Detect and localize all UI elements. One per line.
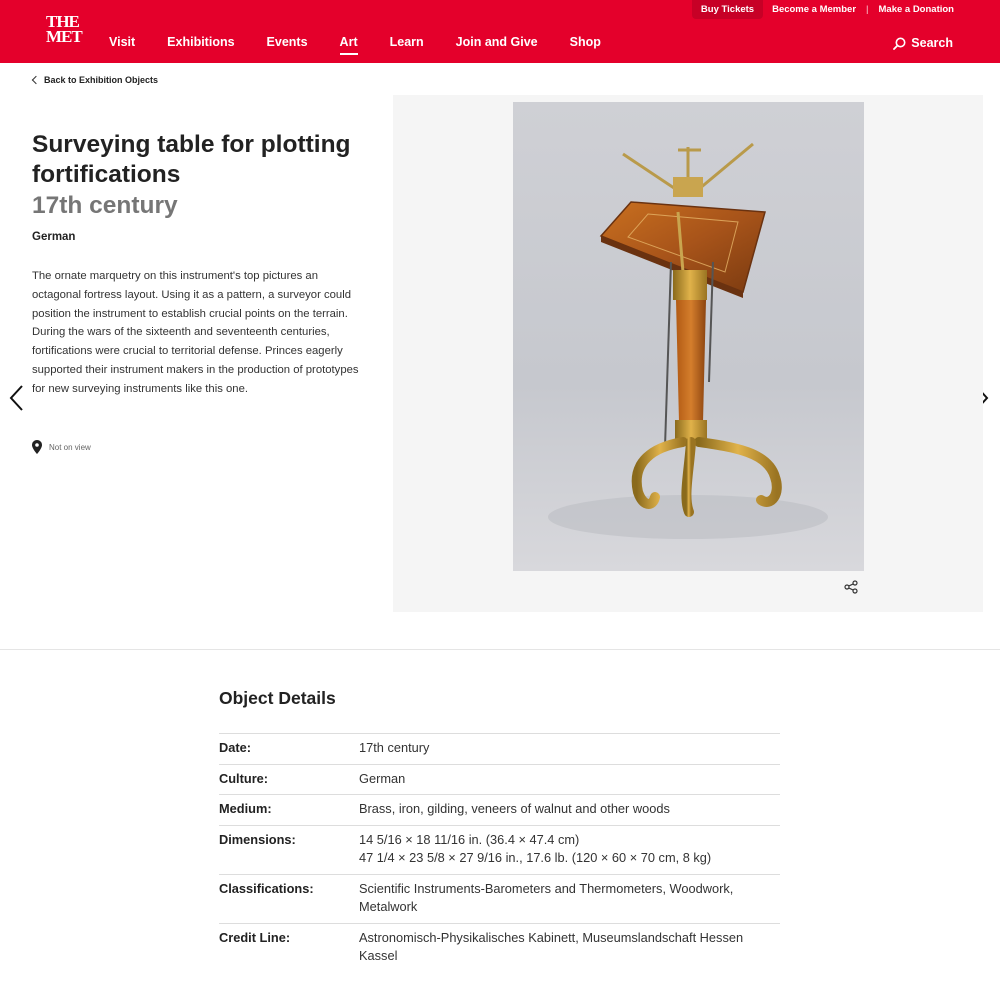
- detail-row-dimensions: [219, 825, 780, 874]
- object-image[interactable]: [513, 102, 864, 571]
- detail-value-line: Astronomisch-Physikalisches Kabinett, Museumslandschaft Hessen Kassel: [359, 929, 744, 963]
- section-divider: [0, 649, 1000, 650]
- map-pin-icon: [32, 440, 42, 454]
- detail-value-line: Brass, iron, gilding, veneers of walnut and other woods: [359, 801, 670, 816]
- detail-label: Credit Line:: [219, 929, 291, 945]
- nav-item-join-and-give[interactable]: Join and Give: [455, 35, 538, 49]
- on-view-status: [32, 440, 91, 454]
- detail-value: [359, 739, 780, 758]
- nav-item-learn[interactable]: Learn: [389, 35, 424, 49]
- detail-row-medium: [219, 794, 780, 825]
- detail-value: [359, 831, 780, 868]
- detail-row-date: [219, 733, 780, 764]
- detail-value-line: 17th century: [359, 740, 430, 755]
- detail-value: [359, 880, 780, 917]
- nav-item-events[interactable]: Events: [266, 35, 308, 49]
- back-to-exhibition-link[interactable]: [33, 75, 158, 85]
- object-culture: German: [32, 231, 76, 243]
- share-icon[interactable]: [844, 580, 858, 594]
- detail-row-culture: [219, 764, 780, 795]
- surveying-table-illustration: [513, 102, 864, 571]
- chevron-left-icon: [32, 76, 40, 84]
- detail-value-line: Scientific Instruments-Barometers and Thermometers, Woodwork, Metalwork: [359, 880, 734, 914]
- utility-nav: [692, 0, 954, 19]
- buy-tickets-link[interactable]: Buy Tickets: [692, 0, 763, 19]
- logo-line-1: THE: [46, 12, 79, 31]
- image-panel: [393, 95, 983, 612]
- detail-row-classifications: [219, 874, 780, 923]
- nav-item-art[interactable]: Art: [324, 35, 374, 55]
- main-nav: [93, 35, 617, 55]
- site-header: [0, 0, 1000, 63]
- search-label: Search: [911, 36, 953, 50]
- logo-line-2: MET: [46, 27, 82, 46]
- become-member-link[interactable]: Become a Member: [772, 4, 857, 15]
- detail-value-line: German: [359, 770, 406, 786]
- detail-value-line: 14 5/16 × 18 11/16 in. (36.4 × 47.4 cm): [359, 831, 580, 847]
- detail-label: Dimensions:: [219, 831, 296, 847]
- search-icon: [893, 37, 906, 50]
- object-title: Surveying table for plotting fortifications: [32, 131, 351, 188]
- utility-separator: |: [866, 4, 869, 15]
- make-donation-link[interactable]: Make a Donation: [878, 4, 954, 15]
- search-button[interactable]: [893, 36, 953, 50]
- detail-value: [359, 770, 780, 789]
- detail-label: Date:: [219, 740, 251, 755]
- detail-label: Medium:: [219, 801, 272, 816]
- on-view-label: Not on view: [49, 442, 91, 452]
- object-details-table: [219, 733, 780, 972]
- detail-label: Classifications:: [219, 880, 314, 896]
- object-description: The ornate marquetry on this instrument's top pictures an octagonal fortress layout. Using it as a pattern, a surveyor could position the instrument to establish crucial points on the terrain. During the wars of the sixteenth and seventeenth centuries, fortifications were crucial to territorial defense. Princes eagerly supported their instrument makers in the production of prototypes for new surveying instruments like this one.: [32, 270, 359, 395]
- detail-row-credit-line: [219, 923, 780, 972]
- met-logo[interactable]: [46, 14, 80, 48]
- nav-item-exhibitions[interactable]: Exhibitions: [167, 35, 235, 49]
- detail-value: [359, 800, 780, 819]
- back-link-label: Back to Exhibition Objects: [44, 75, 159, 85]
- object-date: 17th century: [32, 192, 178, 219]
- nav-item-visit[interactable]: Visit: [109, 35, 136, 49]
- nav-item-shop[interactable]: Shop: [569, 35, 601, 49]
- object-details-heading: Object Details: [219, 688, 336, 708]
- detail-value: [359, 929, 780, 966]
- previous-object-arrow[interactable]: [8, 384, 24, 412]
- detail-label: Culture:: [219, 770, 269, 786]
- detail-value-line: 47 1/4 × 23 5/8 × 27 9/16 in., 17.6 lb. (120 × 60 × 70 cm, 8 kg): [359, 850, 712, 865]
